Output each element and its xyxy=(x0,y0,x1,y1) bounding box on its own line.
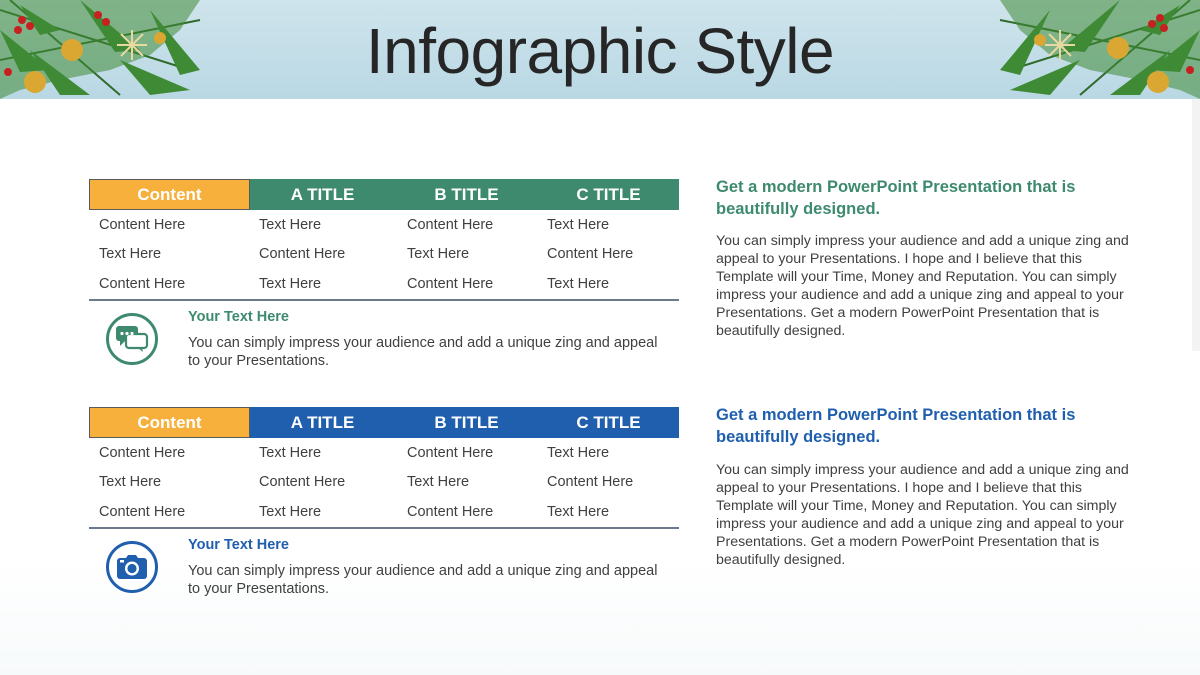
table-cell: Text Here xyxy=(547,216,610,233)
header-banner xyxy=(0,0,1200,99)
table-cell: Text Here xyxy=(259,216,322,233)
table-row xyxy=(89,269,679,299)
header-cell-c: C TITLE xyxy=(576,412,641,432)
table-cell: Content Here xyxy=(547,246,634,263)
camera-icon xyxy=(106,541,158,593)
table-blue xyxy=(89,407,679,529)
table-green xyxy=(89,179,679,301)
table-cell: Text Here xyxy=(259,503,322,520)
page-title: Infographic Style xyxy=(365,15,835,87)
side-paragraph: You can simply impress your audience and add a unique zing and appeal to your Presentations. I hope and I believe that this Template will your Time, Money and Reputation. You can simply impress your audience and add a unique zing and appeal to your Presentations. Get a modern PowerPoint Presentation that is beautifully designed. xyxy=(716,233,1129,339)
table-header xyxy=(89,407,679,438)
table-cell: Content Here xyxy=(259,246,346,263)
table-row xyxy=(89,210,679,240)
table-row xyxy=(89,240,679,270)
note-title: Your Text Here xyxy=(188,537,289,553)
edge-strip xyxy=(1192,99,1200,351)
christmas-garland-right-icon xyxy=(990,0,1200,99)
table-row xyxy=(89,468,679,498)
header-cell-b: B TITLE xyxy=(434,412,499,432)
chat-bubbles-icon xyxy=(106,313,158,365)
header-cell-content: Content xyxy=(89,179,250,210)
table-row xyxy=(89,438,679,468)
table-row xyxy=(89,497,679,527)
table-cell: Content Here xyxy=(407,216,494,233)
note-body: You can simply impress your audience and add a unique zing and appeal to your Presentations. xyxy=(188,563,658,597)
table-cell: Text Here xyxy=(99,246,162,263)
side-heading: Get a modern PowerPoint Presentation that is beautifully designed. xyxy=(716,178,1076,218)
header-cell-c: C TITLE xyxy=(576,184,641,204)
table-cell: Content Here xyxy=(99,444,186,461)
table-cell: Text Here xyxy=(259,275,322,292)
table-cell: Content Here xyxy=(99,275,186,292)
table-cell: Content Here xyxy=(407,275,494,292)
table-bottom-rule xyxy=(89,527,679,529)
table-cell: Text Here xyxy=(547,275,610,292)
header-cell-a: A TITLE xyxy=(290,184,355,204)
side-heading: Get a modern PowerPoint Presentation that is beautifully designed. xyxy=(716,406,1076,446)
table-cell: Text Here xyxy=(259,444,322,461)
note-title: Your Text Here xyxy=(188,309,289,325)
table-cell: Text Here xyxy=(407,246,470,263)
header-cell-content: Content xyxy=(89,407,250,438)
table-cell: Content Here xyxy=(99,503,186,520)
table-cell: Text Here xyxy=(547,444,610,461)
table-cell: Content Here xyxy=(407,503,494,520)
note-body: You can simply impress your audience and add a unique zing and appeal to your Presentations. xyxy=(188,335,658,369)
table-cell: Content Here xyxy=(407,444,494,461)
table-cell: Text Here xyxy=(547,503,610,520)
table-cell: Content Here xyxy=(547,474,634,491)
table-cell: Text Here xyxy=(99,474,162,491)
table-cell: Text Here xyxy=(407,474,470,491)
table-header xyxy=(89,179,679,210)
side-paragraph: You can simply impress your audience and add a unique zing and appeal to your Presentations. I hope and I believe that this Template will your Time, Money and Reputation. You can simply impress your audience and add a unique zing and appeal to your Presentations. Get a modern PowerPoint Presentation that is beautifully designed. xyxy=(716,462,1129,568)
header-cell-a: A TITLE xyxy=(290,412,355,432)
header-cell-b: B TITLE xyxy=(434,184,499,204)
table-cell: Content Here xyxy=(99,216,186,233)
table-cell: Content Here xyxy=(259,474,346,491)
table-bottom-rule xyxy=(89,299,679,301)
